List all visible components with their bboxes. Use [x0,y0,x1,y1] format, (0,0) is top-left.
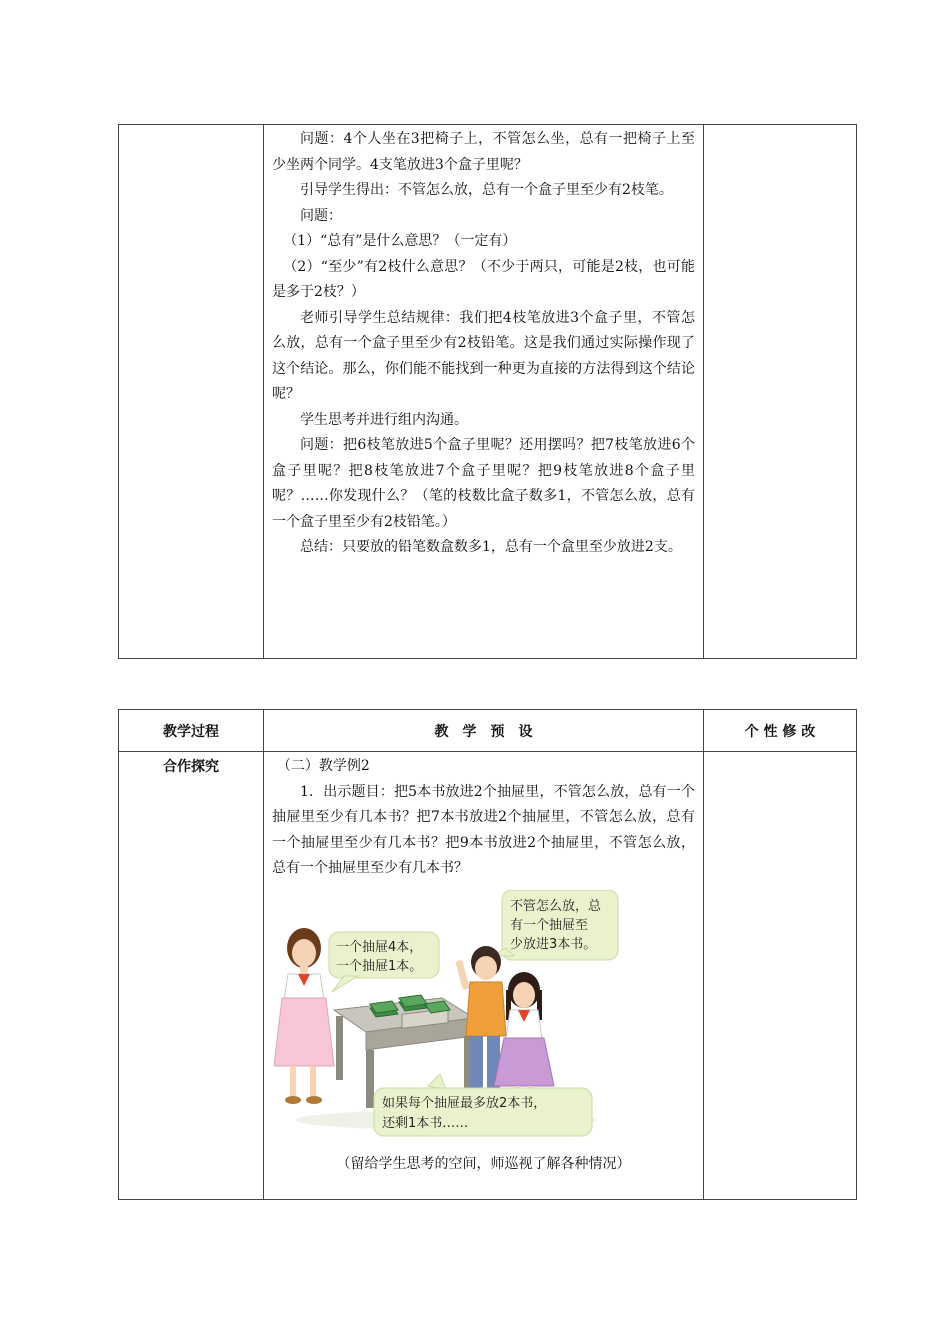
paragraph-student-think: 学生思考并进行组内沟通。 [300,411,468,428]
classroom-illustration [274,890,619,1152]
bubble-boy-line3: 少放进3本书。 [510,936,597,952]
girl-left-figure [274,928,334,1104]
paragraph-question-label: 问题： [300,207,342,224]
paragraph-question-pens: 问题：把6枝笔放进5个盒子里呢？还用摆吗？把7枝笔放进6个盒子里呢？把8枝笔放进7个盒子里呢？把9枝笔放进8个盒子里呢？……你发现什么？（笔的枝数比盒子数多1，不管怎么放，总有一个盒子里至少有2枝铅笔。） [272,437,695,530]
content-row [119,752,857,1200]
paragraph-conclusion: 总结：只要放的铅笔数盒数多1，总有一个盒里至少放进2支。 [300,539,682,555]
bubble-boy-line2: 有一个抽屉至 [510,917,589,933]
process-cell-empty [119,125,264,659]
paragraph-q2: （2）“至少”有2枝什么意思？（不少于两只，可能是2枝，也可能是多于2枝？） [272,258,695,300]
bubble-left-line2: 一个抽屉1本。 [336,958,423,974]
plan-cell [264,125,704,659]
plan-cell-example2 [264,752,704,1200]
header-row [119,710,857,752]
lesson-table-continued [118,124,857,659]
bubble-boy-line1: 不管怎么放，总 [510,898,602,914]
revision-cell-empty [704,125,857,659]
bubble-bottom-line2: 还剩1本书…… [382,1115,469,1131]
paragraph-q1: （1）“总有”是什么意思？（一定有） [283,233,517,249]
paragraph-guide: 引导学生得出：不管怎么放，总有一个盒子里至少有2枝笔。 [300,182,673,198]
speech-bubble-boy [492,890,618,960]
header-personal-revision: 个 性 修 改 [704,710,857,752]
header-teaching-plan: 教 学 预 设 [264,710,704,752]
paragraph-question-chairs: 问题：4个人坐在3把椅子上，不管怎么坐，总有一把椅子上至少坐两个同学。4支笔放进3个盒子里呢？ [272,131,695,173]
speech-bubble-left [329,932,439,992]
example-task: 1．出示题目：把5本书放进2个抽屉里，不管怎么放，总有一个抽屉里至少有几本书？把7本书放进2个抽屉里，不管怎么放，总有一个抽屉里至少有几本书？把9本书放进2个抽屉里，不管怎么放，总有一个抽屉里至少有几本书？ [272,783,695,876]
illustration-caption: （留给学生思考的空间，师巡视了解各种情况） [336,1155,631,1172]
revision-cell-empty-2 [704,752,857,1200]
stage-cooperative-inquiry: 合作探究 [119,752,264,1200]
paragraph-teacher-summary: 老师引导学生总结规律：我们把4枝笔放进3个盒子里，不管怎么放，总有一个盒子里至少有2枝铅笔。这是我们通过实际操作现了这个结论。那么，你们能不能找到一种更为直接的方法得到这个结论呢？ [272,309,695,402]
bubble-bottom-line1: 如果每个抽屉最多放2本书， [382,1095,547,1111]
bubble-left-line1: 一个抽屉4本， [336,939,423,955]
example-heading: （二）教学例2 [276,758,370,774]
header-teaching-process: 教学过程 [119,710,264,752]
lesson-table [118,709,857,1200]
